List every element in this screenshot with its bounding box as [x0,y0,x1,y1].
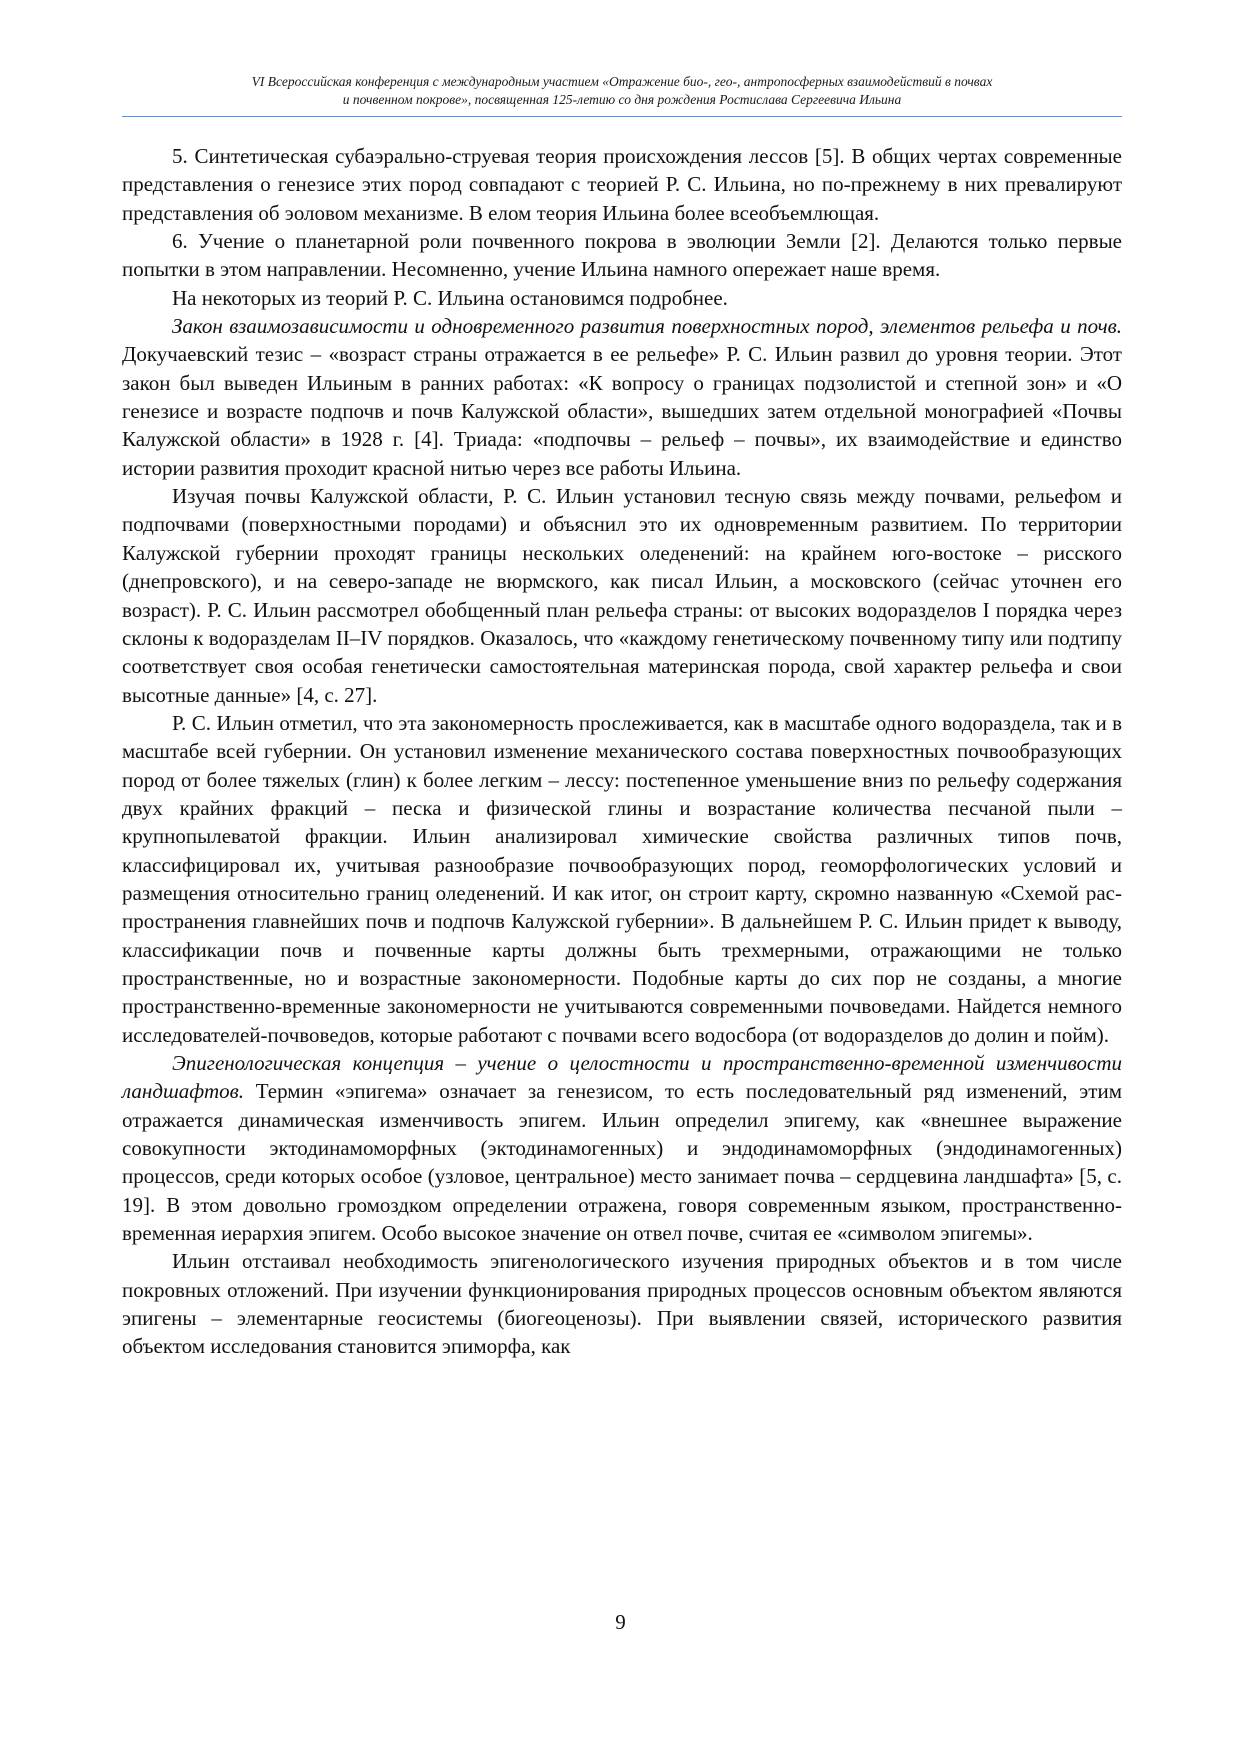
body-text [122,142,1122,1361]
page-number: 9 [615,1610,626,1634]
running-header-line-2: и почвенном покрове», посвященная 125-летию со дня рождения Ростислава Сергеевича Ильина [342,92,902,107]
running-header [122,73,1122,109]
paragraph-7: Эпигенологическая концепция – учение о целостности и пространственно-временной изменчивости ландшафтов. Термин «эпигема» означает за генезисом, то есть последовательный ряд изменений, этим отражается динамическая изменчивость эпигем. Ильин определил эпигему, как «внешнее выражение совокупности эктодинамоморфных (эктодинамогенных) и эндодинамоморфных (эндодинамогенных) процессов, среди которых особое (узловое, центральное) место занимает почва – сердцевина ландшафта» [5, с. 19]. В этом довольно громоздком определении отражена, говоря современным языком, пространственно-временная иерархия эпигем. Особо высокое значение он отвел почве, считая ее «символом эпигемы». [122,1051,1122,1246]
paragraph-1: 5. Синтетическая субаэрально-струевая теория происхождения лессов [5]. В общих чертах современные представления о генезисе этих пород совпадают с теорией Р. С. Ильина, но по-прежнему в них превалируют представления об эоловом механизме. В елом теория Ильина более всеобъемлющая. [122,144,1122,225]
paragraph-2: 6. Учение о планетарной роли почвенного покрова в эволюции Земли [2]. Делаются только первые попытки в этом направлении. Несомненно, учение Ильина намного опережает наше время. [122,229,1122,282]
section-title-epigenology: Эпигенологическая концепция – учение о целостности и пространственно-временной изменчивости ландшафтов. [122,1051,1122,1104]
section-title-law: Закон взаимозависимости и одновременного развития поверхностных пород, элементов рельефа и почв. [172,314,1122,339]
running-header-line-1: VI Всероссийская конференция с международным участием «Отражение био-, гео-, антропосферных взаимодействий в почвах [251,74,993,89]
header-divider [122,116,1122,117]
paragraph-5: Изучая почвы Калужской области, Р. С. Ильин установил тесную связь между почвами, рельефом и подпочвами (поверхностными породами) и объяснил это их одновременным развитием. По территории Калужской губернии проходят границы нескольких оледенений: на крайнем юго-востоке – рисского (днепровского), и на северо-западе не вюрмского, как писал Ильин, а московского (сейчас уточнен его возраст). Р. С. Ильин рассмотрел обобщенный план рельефа страны: от высоких водоразделов I порядка через склоны к водоразделам II–IV порядков. Оказалось, что «каждому генетическому почвенному типу или подтипу соответствует своя особая генетически самостоятельная материнская порода, свой характер рельефа и свои высотные данные» [4, с. 27]. [122,484,1122,707]
paragraph-3: На некоторых из теорий Р. С. Ильина остановимся подробнее. [172,285,728,310]
paragraph-6: Р. С. Ильин отметил, что эта закономерность прослеживается, как в масштабе одного водораздела, так и в масштабе всей губернии. Он установил изменение механического состава поверхностных почвообразующих пород от более тяжелых (глин) к более легким – лессу: постепенное уменьшение вниз по рельефу содержания двух крайних фракций – песка и физической глины и возрастание количества песчаной пыли – крупнопылеватой фракции. Ильин анализировал химические свойства различных типов почв, классифицировал их, учитывая разнообразие почвообразующих пород, геоморфологических условий и размещения относительно границ оледенений. И как итог, он строит карту, скромно названную «Схемой распространения главнейших почв и подпочв Калужской губернии». В дальнейшем Р. С. Ильин придет к выводу, классификации почв и почвенные карты должны быть трехмерными, отражающими не только пространственные, но и возрастные закономерности. Подобные карты до сих пор не созданы, а многие пространственно-временные закономерности не учитываются современными почвоведами. Найдется немного исследователей-почвоведов, которые работают с почвами всего водосбора (от водоразделов до долин и пойм). [122,710,1122,1047]
paragraph-4: Закон взаимозависимости и одновременного развития поверхностных пород, элементов рельефа и почв. Докучаевский тезис – «возраст страны отражается в ее рельефе» Р. С. Ильин развил до уровня теории. Этот закон был выведен Ильиным в ранних работах: «К вопросу о границах подзолистой и степной зон» и «О генезисе и возрасте подпочв и почв Калужской области», вышедших затем отдельной монографией «Почвы Калужской области» в 1928 г. [4]. Триада: «подпочвы – рельеф – почвы», их взаимодействие и единство истории развития проходит красной нитью через все работы Ильина. [122,314,1122,480]
paragraph-8: Ильин отстаивал необходимость эпигенологического изучения природных объектов и в том числе покровных отложений. При изучении функционирования природных процессов основным объектом являются эпигены – элементарные геосистемы (биогеоценозы). При выявлении связей, исторического развития объектом исследования становится эпиморфа, как [122,1249,1122,1359]
